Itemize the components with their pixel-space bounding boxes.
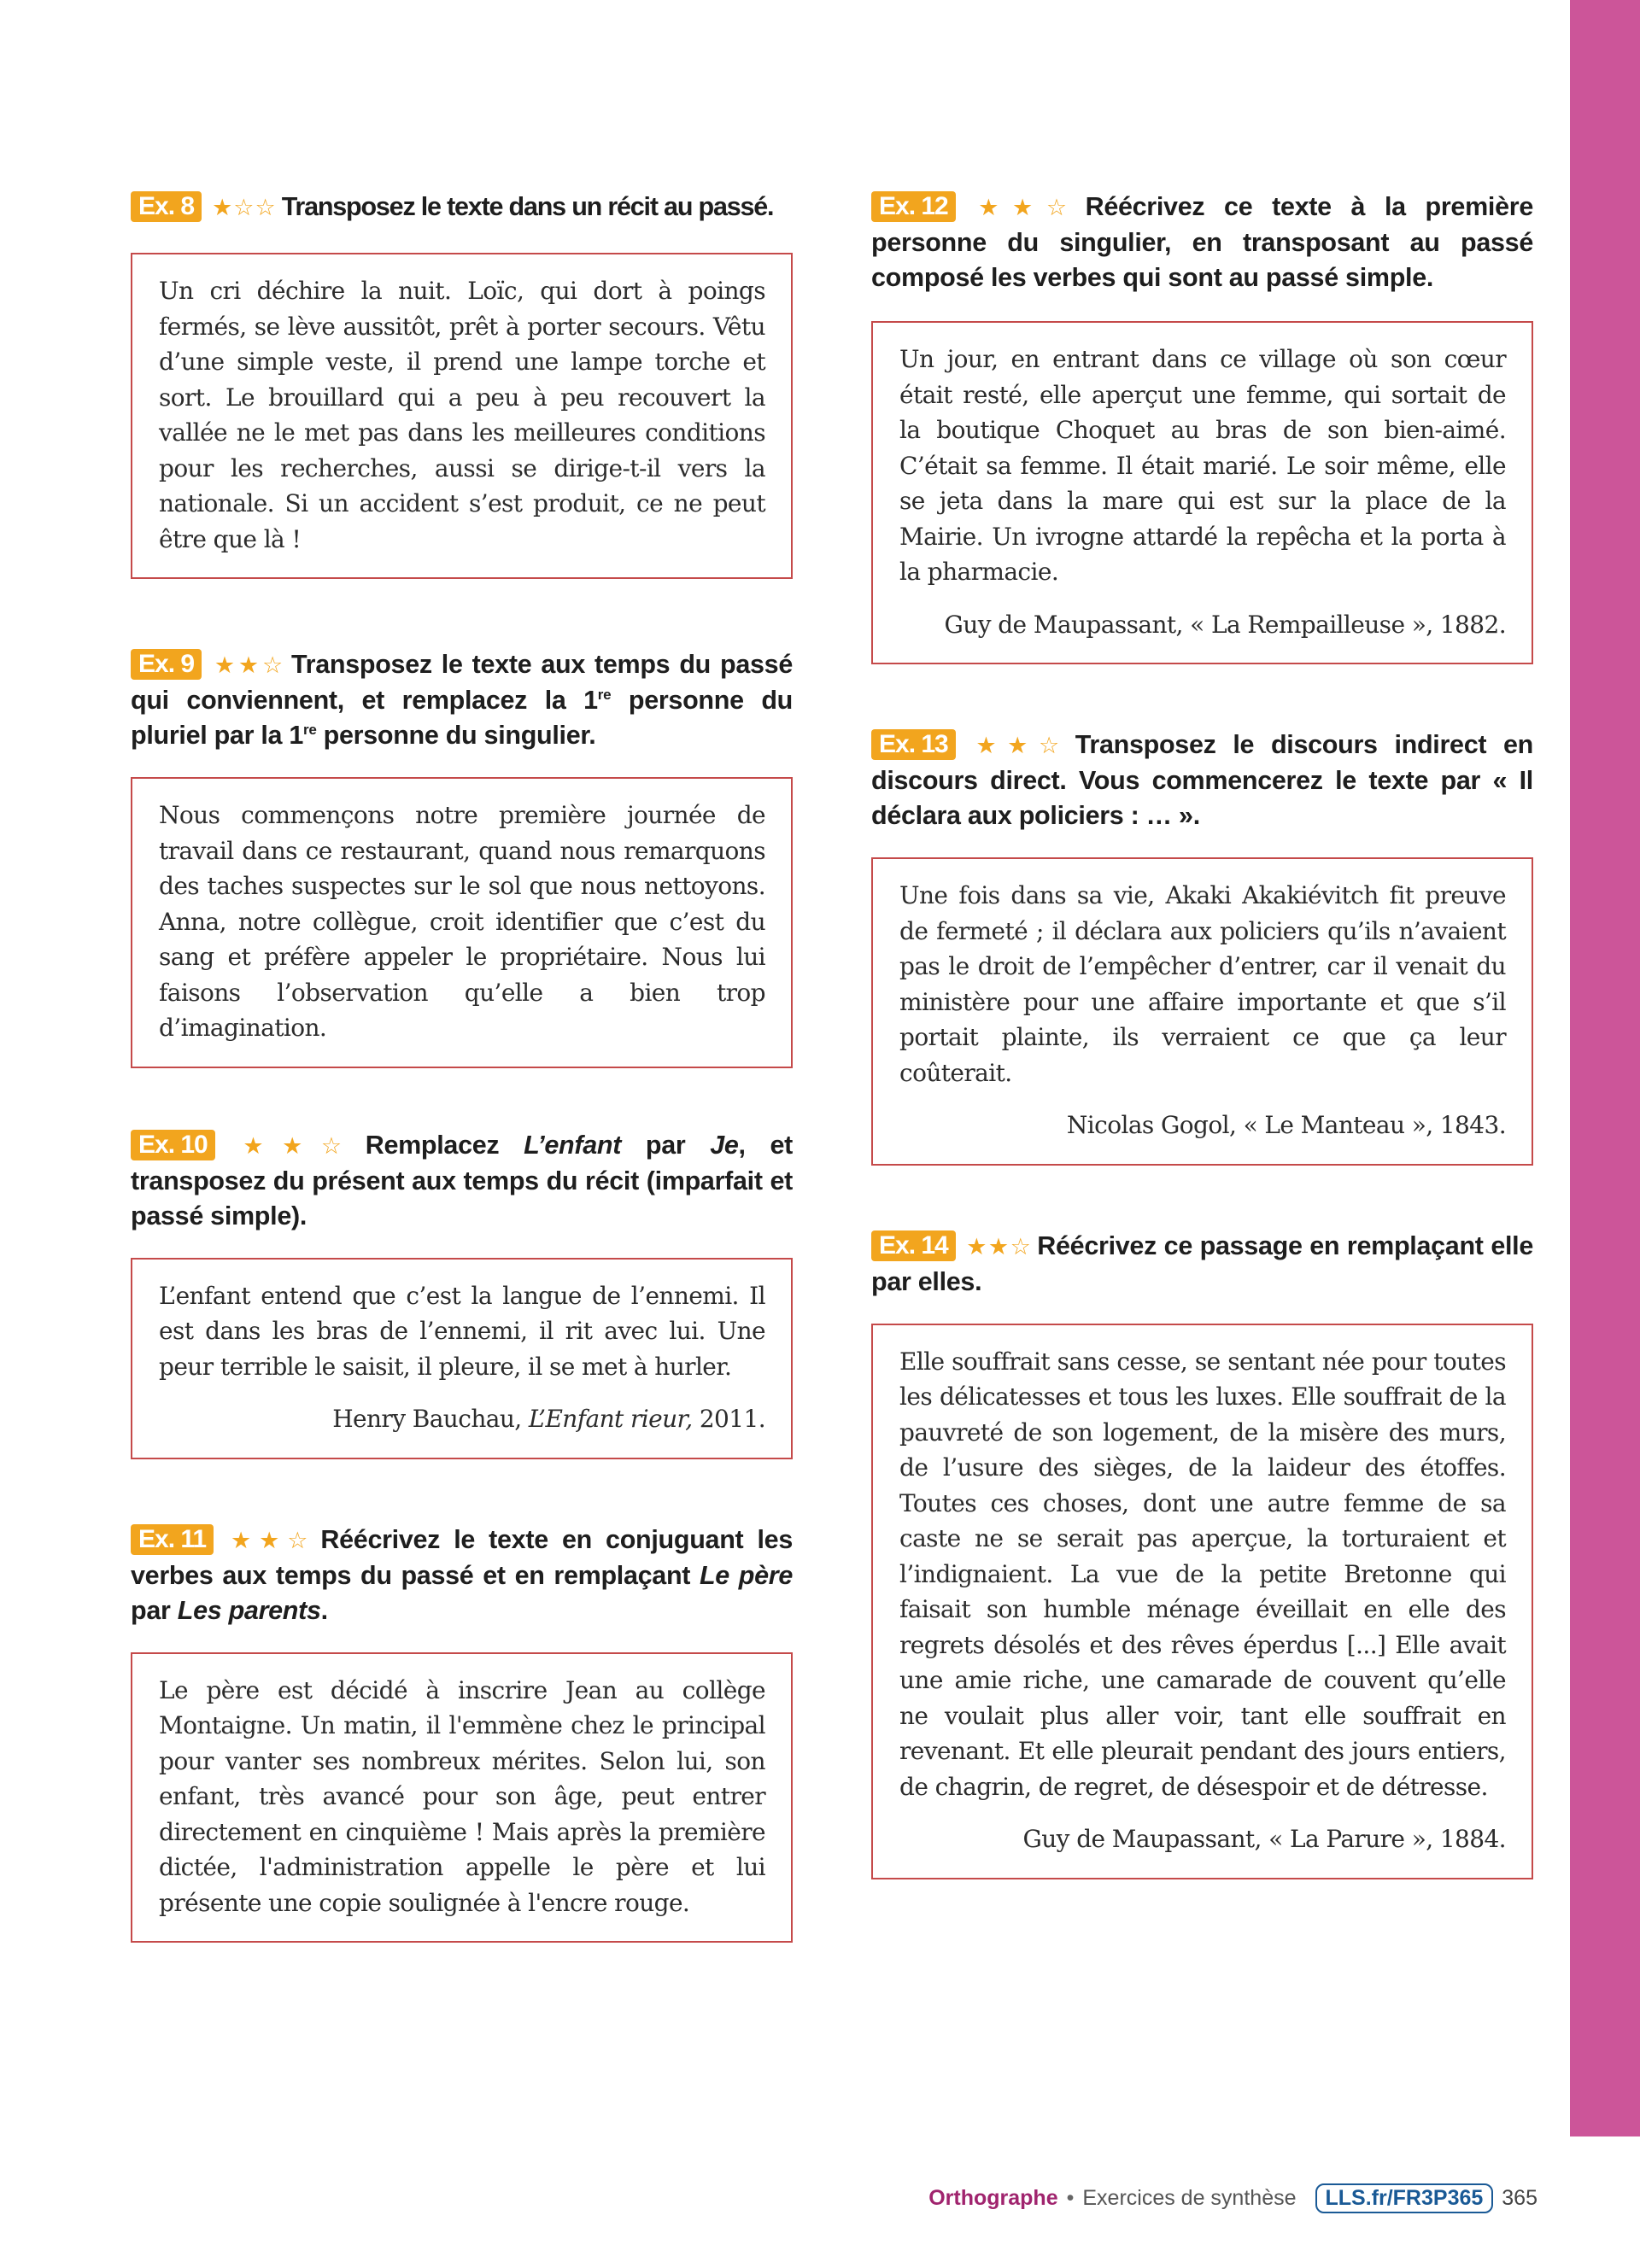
exercise-13-instruction xyxy=(871,728,1533,833)
difficulty-stars-icon: ★★☆ xyxy=(965,195,1081,221)
exercise-14 xyxy=(871,1229,1533,1879)
instruction-text: . xyxy=(975,1266,982,1296)
instruction-text: par xyxy=(871,1266,918,1296)
exercise-text: Le père est décidé à inscrire Jean au collège Montaigne. Un matin, il l'emmène chez le principal pour vanter ses nombreux mérites. Selon lui, son enfant, très avancé pour son âge, peut entrer directement en cinquième ! Mais après la première dictée, l'administration appelle le père et lui présente une copie soulignée à l'encre rouge. xyxy=(159,1675,765,1917)
instruction-text: Réécrivez ce texte à la première personne du singulier, en transposant au passé composé les verbes qui sont au passé simple. xyxy=(871,192,1533,292)
exercise-text: Un jour, en entrant dans ce village où son cœur était resté, elle aperçut une femme, qui sortait de la boutique Choquet au bras de son bien-aimé. C’était sa femme. Il était marié. Le soir même, elle se jeta dans la mare qui est sur la place de la Mairie. Un ivrogne attardé la repêcha et la porta à la pharmacie. xyxy=(899,345,1506,586)
exercise-11-badge: Ex. 11 xyxy=(131,1524,214,1555)
right-column xyxy=(871,190,1533,1941)
exercise-12 xyxy=(871,190,1533,664)
chapter-side-tab xyxy=(1570,0,1640,2136)
difficulty-stars-icon: ★★☆ xyxy=(965,733,1070,759)
instruction-text: personne du pluriel par la 1 xyxy=(131,686,793,750)
exercise-14-badge: Ex. 14 xyxy=(871,1230,956,1261)
difficulty-stars-icon: ★☆☆ xyxy=(212,195,277,221)
difficulty-stars-icon: ★★☆ xyxy=(965,1233,1033,1260)
footer-section: Orthographe xyxy=(928,2186,1058,2210)
footer-link[interactable]: LLS.fr/FR3P365 xyxy=(1315,2183,1494,2213)
page-footer xyxy=(928,2183,1538,2213)
exercise-text: L’enfant entend que c’est la langue de l’ennemi. Il est dans les bras de l’ennemi, il rit avec lui. Une peur terrible le saisit, il pleure, il se met à hurler. xyxy=(159,1281,765,1381)
instruction-text: . xyxy=(320,1595,328,1625)
footer-subsection: Exercices de synthèse xyxy=(1082,2186,1297,2210)
source-year: 2011. xyxy=(692,1405,765,1433)
ordinal-sup: re xyxy=(597,687,612,703)
difficulty-stars-icon: ★★☆ xyxy=(225,1132,360,1160)
exercise-12-source: Guy de Maupassant, « La Rempailleuse », 1882. xyxy=(944,610,1506,639)
exercise-8-badge: Ex. 8 xyxy=(131,191,202,222)
exercise-11-instruction xyxy=(131,1523,793,1628)
left-column xyxy=(131,190,793,2004)
exercise-13-badge: Ex. 13 xyxy=(871,729,956,760)
instruction-emphasis: Je xyxy=(710,1130,739,1160)
exercise-9-badge: Ex. 9 xyxy=(131,649,202,680)
exercise-text: Un cri déchire la nuit. Loïc, qui dort à poings fermés, se lève aussitôt, prêt à porter secours. Vêtu d’une simple veste, il prend une lampe torche et sort. Le brouillard qui a peu à peu recouvert la vallée ne le met pas dans les meilleures conditions pour les recherches, aussi se dirige-t-il vers la nationale. Si un accident s’est produit, ce ne peut être que là ! xyxy=(159,277,765,553)
exercise-10-text-box xyxy=(131,1258,793,1459)
exercise-8-instruction xyxy=(131,190,793,225)
instruction-text: par xyxy=(131,1595,178,1625)
ordinal-sup: re xyxy=(303,722,317,738)
exercise-text: Nous commençons notre première journée de travail dans ce restaurant, quand nous remarquons des taches suspectes sur le sol que nous nettoyons. Anna, notre collègue, croit identifier que c’est du sang et préfère appeler le propriétaire. Nous lui faisons l’observation qu’elle a bien trop d’imagination. xyxy=(159,801,765,1042)
exercise-9 xyxy=(131,647,793,1068)
exercise-14-source: Guy de Maupassant, « La Parure », 1884. xyxy=(1022,1825,1506,1853)
exercise-14-text-box xyxy=(871,1324,1533,1879)
instruction-text: Transposez le discours indirect en discours direct. Vous commencerez le texte par « Il déclara aux policiers : … ». xyxy=(871,730,1533,830)
exercise-12-instruction xyxy=(871,190,1533,295)
source-author: Henry Bauchau, xyxy=(332,1405,529,1433)
exercise-8-text-box xyxy=(131,253,793,579)
exercise-text: Une fois dans sa vie, Akaki Akakiévitch fit preuve de fermeté ; il déclara aux policiers qu’ils n’avaient pas le droit de l’empêcher d’entrer, car il venait du ministère pour une affaire importante et que s’il portait plainte, ils verraient ce que ça leur coûterait. xyxy=(899,881,1506,1087)
instruction-text: Réécrivez le texte en conjuguant les verbes aux temps du passé et en remplaçant xyxy=(131,1524,793,1590)
exercise-9-text-box xyxy=(131,777,793,1068)
instruction-text: personne du singulier. xyxy=(316,721,596,750)
instruction-text: Réécrivez ce passage en remplaçant xyxy=(1037,1230,1491,1260)
exercise-10-source xyxy=(159,1401,765,1437)
difficulty-stars-icon: ★★☆ xyxy=(224,1527,316,1554)
difficulty-stars-icon: ★★☆ xyxy=(212,652,286,679)
footer-separator: • xyxy=(1066,2186,1075,2210)
exercise-10-badge: Ex. 10 xyxy=(131,1130,215,1160)
instruction-emphasis: elles xyxy=(917,1266,975,1296)
instruction-text: Remplacez xyxy=(365,1130,524,1160)
source-title: L’Enfant rieur, xyxy=(528,1405,693,1433)
exercise-13-text-box xyxy=(871,857,1533,1166)
instruction-text: , et transposez du présent aux temps du récit (imparfait et passé simple). xyxy=(131,1130,793,1230)
instruction-emphasis: L’enfant xyxy=(524,1130,622,1160)
exercise-8 xyxy=(131,190,793,579)
exercise-13 xyxy=(871,728,1533,1166)
exercise-text: Elle souffrait sans cesse, se sentant née pour toutes les délicatesses et tous les luxes. Elle souffrait de la pauvreté de son logement, de la misère des murs, de l’usure des sièges, de la laideur des étoffes. Toutes ces choses, dont une autre femme de sa caste ne se serait pas aperçue, la torturaient et l’indignaient. La vue de la petite Bretonne qui faisait son humble ménage éveillait en elle des regrets désolés et des rêves éperdus [...] Elle avait une amie riche, une camarade de couvent qu’elle ne voulait plus aller voir, tant elle souffrait en revenant. Et elle pleurait pendant des jours entiers, de chagrin, de regret, de désespoir et de détresse. xyxy=(899,1347,1506,1801)
page-number: 365 xyxy=(1502,2186,1538,2210)
exercise-10 xyxy=(131,1128,793,1459)
exercise-11 xyxy=(131,1523,793,1944)
exercise-13-source: Nicolas Gogol, « Le Manteau », 1843. xyxy=(1066,1111,1506,1139)
instruction-text: Transposez le texte aux temps du passé qui conviennent, et remplacez la 1 xyxy=(131,650,793,715)
exercise-9-instruction xyxy=(131,647,793,753)
exercise-11-text-box xyxy=(131,1652,793,1944)
instruction-emphasis: Les parents xyxy=(177,1595,321,1625)
exercise-12-text-box xyxy=(871,321,1533,664)
instruction-text: Transposez le texte dans un récit au passé. xyxy=(281,192,774,221)
instruction-emphasis: Le père xyxy=(699,1560,793,1590)
exercise-10-instruction xyxy=(131,1128,793,1234)
instruction-text: par xyxy=(621,1130,711,1160)
instruction-emphasis: elle xyxy=(1491,1230,1533,1260)
exercise-12-badge: Ex. 12 xyxy=(871,191,956,222)
exercise-14-instruction xyxy=(871,1229,1533,1300)
